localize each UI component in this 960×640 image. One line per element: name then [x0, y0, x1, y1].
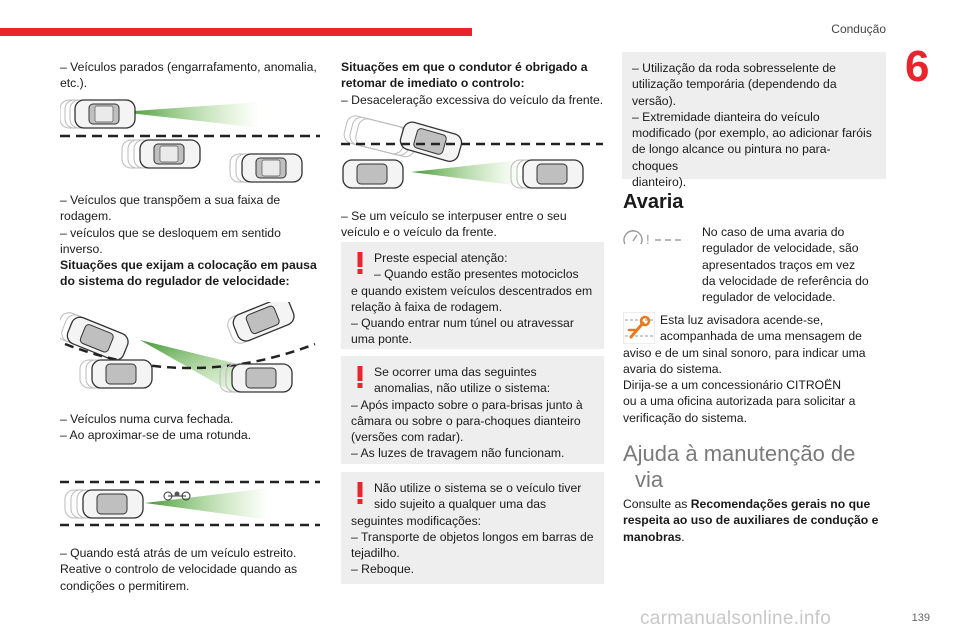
col1-paragraph-2 — [60, 192, 330, 290]
text-line: aviso e de um sinal sonoro, para indicar uma — [623, 345, 866, 360]
text-line: – Veículos que transpõem a sua faixa de — [60, 193, 281, 207]
figure-narrow-vehicle — [60, 470, 320, 532]
text-line: Reative o controlo de velocidade quando as — [60, 562, 298, 577]
col1-paragraph-5 — [60, 545, 330, 594]
heading-ajuda-manutencao — [623, 441, 893, 493]
text-line: verificação do sistema. — [623, 410, 747, 425]
text-line: – Quando entrar num túnel ou atravessar — [351, 316, 574, 331]
avaria-paragraph-2 — [623, 312, 888, 426]
text-span: . — [681, 529, 685, 544]
continued-list-box — [622, 52, 886, 190]
heading-line: via — [635, 467, 664, 492]
text-line: – Quando está atrás de um veículo estreito. — [60, 546, 297, 560]
ajuda-paragraph — [623, 496, 891, 545]
text-line: utilização temporária (dependendo da — [632, 77, 837, 92]
text-line: (versões com radar). — [351, 430, 464, 445]
section-title: Condução — [831, 22, 886, 36]
warning-box-modifications — [341, 472, 604, 584]
text-line: – Após impacto sobre o para-brisas junto à — [351, 397, 583, 412]
page-number: 139 — [911, 612, 930, 624]
exclamation-icon — [356, 482, 364, 504]
avaria-paragraph-1 — [702, 224, 892, 305]
text-line: – Extremidade dianteira do veículo — [632, 109, 820, 124]
text-line: – Utilização da roda sobresselente de — [632, 61, 836, 75]
text-line: versão). — [632, 93, 677, 108]
crossref-link[interactable]: manobras — [623, 529, 682, 544]
top-accent-bar — [0, 28, 472, 36]
text-line: dianteiro). — [632, 175, 687, 190]
text-line: da velocidade de referência do — [702, 273, 869, 288]
text-line-bold: Situações que exijam a colocação em pausa — [60, 258, 317, 273]
warning-box-anomalies — [341, 356, 604, 464]
text-line: Esta luz avisadora acende-se, — [660, 313, 824, 327]
svg-text:!: ! — [646, 232, 650, 247]
text-line: rodagem. — [60, 209, 112, 224]
text-line: avaria do sistema. — [623, 361, 722, 376]
text-line: – Transporte de objetos longos em barras de — [351, 529, 594, 544]
text-line: – veículos que se desloquem em sentido — [60, 225, 281, 240]
text-line: condições o permitirem. — [60, 578, 190, 593]
text-line: – Se um veículo se interpuser entre o seu — [341, 209, 567, 223]
text-line: ou a uma oficina autorizada para solicitar a — [623, 394, 856, 409]
exclamation-icon — [356, 366, 364, 388]
col2-paragraph-1 — [341, 59, 611, 108]
text-line: regulador de velocidade, são — [702, 241, 859, 256]
text-line: uma ponte. — [351, 332, 412, 347]
figure-stopped-vehicles — [60, 98, 320, 190]
text-line: seguintes modificações: — [351, 513, 482, 528]
col1-paragraph-1 — [60, 59, 330, 92]
col1-paragraph-4 — [60, 411, 330, 444]
text-line: câmara ou sobre o para-choques dianteiro — [351, 413, 581, 428]
text-line: e quando existem veículos descentrados em — [351, 283, 593, 298]
text-line: – As luzes de travagem não funcionam. — [351, 446, 565, 461]
text-line-bold: do sistema do regulador de velocidade: — [60, 274, 290, 289]
heading-line: Ajuda à manutenção de — [623, 441, 856, 466]
text-line: – Quando estão presentes motociclos — [374, 267, 579, 282]
text-line: tejadilho. — [351, 546, 400, 561]
text-line: No caso de uma avaria do — [702, 225, 845, 239]
crossref-link[interactable]: respeita ao uso de auxiliares de condução e — [623, 513, 879, 528]
text-line: modificado (por exemplo, ao adicionar faróis — [632, 126, 872, 141]
text-line: acompanhada de uma mensagem de — [660, 329, 862, 344]
text-line: – Desaceleração excessiva do veículo da frente. — [341, 92, 604, 107]
text-line-bold: Situações em que o condutor é obrigado a — [341, 60, 588, 74]
crossref-link[interactable]: Recomendações gerais no que — [690, 497, 871, 511]
text-line: sido sujeito a qualquer uma das — [374, 497, 547, 512]
text-line: etc.). — [60, 76, 88, 91]
text-line: Não utilize o sistema se o veículo tiver — [374, 481, 582, 495]
text-line: veículo e o veículo da frente. — [341, 225, 497, 240]
text-line: anomalias, não utilize o sistema: — [374, 381, 551, 396]
text-line: de longo alcance ou pintura no para-choques — [632, 142, 831, 173]
text-line: regulador de velocidade. — [702, 290, 836, 305]
text-line: – Veículos numa curva fechada. — [60, 412, 234, 426]
heading-avaria: Avaria — [623, 191, 684, 213]
text-line: – Reboque. — [351, 562, 415, 577]
text-line-bold: retomar de imediato o controlo: — [341, 76, 525, 91]
warning-box-attention — [341, 242, 604, 349]
text-line: inverso. — [60, 241, 103, 256]
text-line: Se ocorrer uma das seguintes — [374, 365, 537, 379]
speedometer-dashes-icon — [622, 228, 688, 250]
watermark: carmanualsonline.info — [640, 608, 832, 629]
text-line: Preste especial atenção: — [374, 251, 508, 265]
text-line: Dirija-se a um concessionário CITROËN — [623, 378, 842, 393]
text-span: Consulte as — [623, 497, 691, 511]
col2-paragraph-2 — [341, 208, 611, 241]
chapter-number: 6 — [905, 42, 930, 91]
figure-deceleration — [341, 112, 603, 194]
figure-curve — [60, 302, 320, 402]
text-line: apresentados traços em vez — [702, 257, 856, 272]
text-line: – Ao aproximar-se de uma rotunda. — [60, 428, 252, 443]
text-line: relação à faixa de rodagem. — [351, 299, 503, 314]
text-line: – Veículos parados (engarrafamento, anomalia, — [60, 60, 317, 74]
exclamation-icon — [356, 252, 364, 274]
